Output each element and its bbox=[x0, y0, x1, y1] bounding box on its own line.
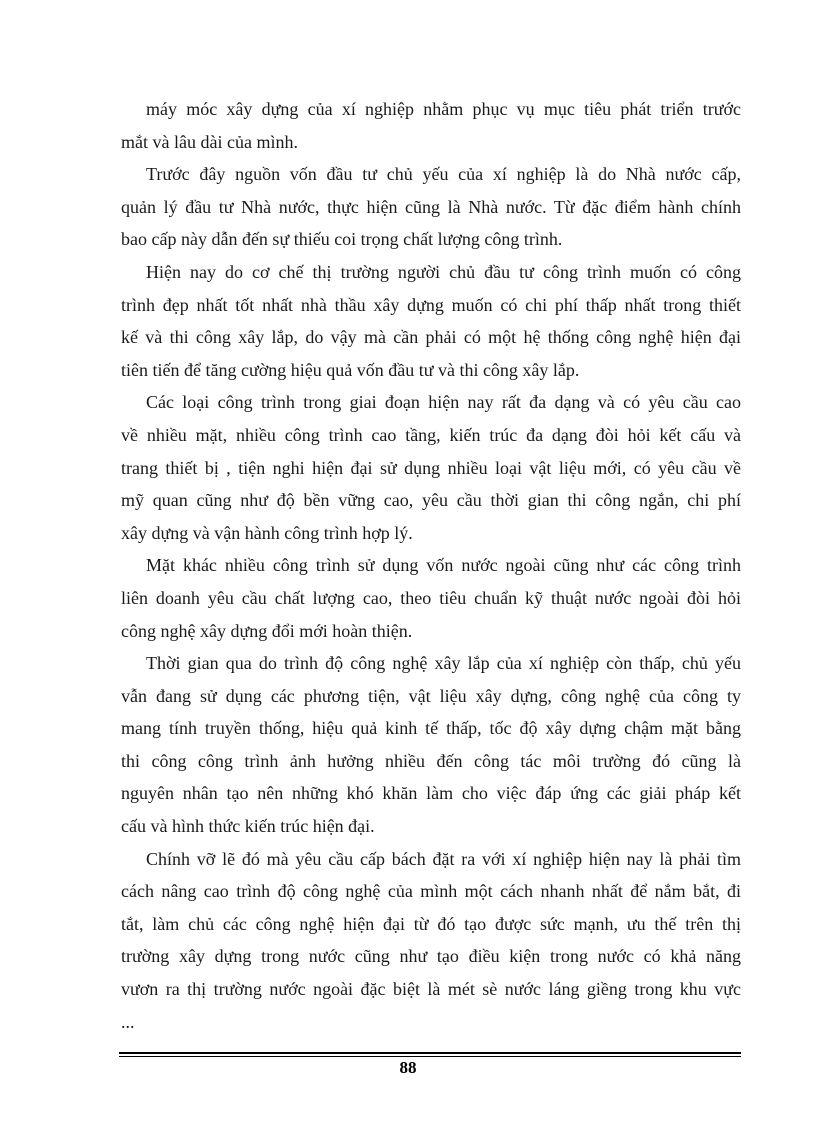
paragraph-line: trang thiết bị , tiện nghi hiện đại sử dụng nhiều loại vật liệu mới, có yêu cầu về bbox=[121, 457, 741, 478]
paragraph-4 bbox=[121, 386, 741, 549]
paragraph-line: quản lý đầu tư Nhà nước, thực hiện cũng là Nhà nước. Từ đặc điểm hành chính bbox=[121, 196, 741, 217]
paragraph-line: Các loại công trình trong giai đoạn hiện nay rất đa dạng và có yêu cầu cao bbox=[146, 392, 741, 413]
paragraph-line: trình đẹp nhất tốt nhất nhà thầu xây dựng muốn có chi phí thấp nhất trong thiết bbox=[121, 294, 741, 315]
paragraph-line: mỹ quan cũng như độ bền vững cao, yêu cầu thời gian thi công ngắn, chi phí bbox=[121, 490, 741, 511]
paragraph-line: vươn ra thị trường nước ngoài đặc biệt là mét sè nước láng giềng trong khu vực bbox=[121, 979, 741, 1000]
paragraph-2 bbox=[121, 158, 741, 256]
paragraph-line: Thời gian qua do trình độ công nghệ xây lắp của xí nghiệp còn thấp, chủ yếu bbox=[146, 653, 741, 674]
paragraph-6 bbox=[121, 647, 741, 843]
paragraph-3 bbox=[121, 256, 741, 386]
paragraph-5 bbox=[121, 549, 741, 647]
paragraph-line: tiên tiến để tăng cường hiệu quả vốn đầu tư và thi công xây lắp. bbox=[121, 359, 580, 380]
paragraph-line: cấu và hình thức kiến trúc hiện đại. bbox=[121, 816, 375, 837]
paragraph-line: vẫn đang sử dụng các phương tiện, vật liệu xây dựng, công nghệ của công ty bbox=[121, 685, 741, 706]
paragraph-line: công nghệ xây dựng đổi mới hoàn thiện. bbox=[121, 620, 413, 641]
paragraph-line: liên doanh yêu cầu chất lượng cao, theo tiêu chuẩn kỹ thuật nước ngoài đòi hỏi bbox=[121, 587, 741, 608]
page-number: 88 bbox=[399, 1058, 417, 1077]
paragraph-line: kế và thi công xây lắp, do vậy mà cần phải có một hệ thống công nghệ hiện đại bbox=[121, 327, 741, 348]
paragraph-1 bbox=[121, 93, 741, 158]
paragraph-line: trường xây dựng trong nước cũng như tạo điều kiện trong nước có khả năng bbox=[121, 946, 741, 967]
footer-divider bbox=[119, 1052, 741, 1054]
paragraph-line: bao cấp này dẫn đến sự thiếu coi trọng chất lượng công trình. bbox=[121, 229, 563, 250]
paragraph-line: cách nâng cao trình độ công nghệ của mình một cách nhanh nhất để nắm bắt, đi bbox=[121, 881, 741, 902]
body-text bbox=[121, 93, 741, 1038]
paragraph-line: Chính vỡ lẽ đó mà yêu cầu cấp bách đặt ra với xí nghiệp hiện nay là phải tìm bbox=[146, 848, 741, 869]
footer-divider-thin bbox=[119, 1056, 741, 1057]
paragraph-line: Hiện nay do cơ chế thị trường người chủ đầu tư công trình muốn có công bbox=[146, 261, 741, 282]
paragraph-line: Mặt khác nhiều công trình sử dụng vốn nước ngoài cũng như các công trình bbox=[146, 555, 741, 576]
paragraph-line: mắt và lâu dài của mình. bbox=[121, 131, 298, 152]
paragraph-line: máy móc xây dựng của xí nghiệp nhằm phục vụ mục tiêu phát triển trước bbox=[146, 99, 741, 119]
paragraph-line: mang tính truyền thống, hiệu quả kinh tế thấp, tốc độ xây dựng chậm mặt bằng bbox=[121, 718, 741, 739]
paragraph-line: thi công công trình ảnh hưởng nhiều đến công tác môi trường đó cũng là bbox=[121, 750, 741, 771]
paragraph-line: về nhiều mặt, nhiều công trình cao tầng, kiến trúc đa dạng đòi hỏi kết cấu và bbox=[121, 424, 741, 445]
paragraph-line: nguyên nhân tạo nên những khó khăn làm cho việc đáp ứng các giải pháp kết bbox=[121, 783, 741, 804]
paragraph-line: Trước đây nguồn vốn đầu tư chủ yếu của xí nghiệp là do Nhà nước cấp, bbox=[146, 164, 741, 185]
paragraph-line: xây dựng và vận hành công trình hợp lý. bbox=[121, 522, 413, 543]
paragraph-line: tắt, làm chủ các công nghệ hiện đại từ đó tạo được sức mạnh, ưu thế trên thị bbox=[121, 913, 741, 934]
paragraph-7 bbox=[121, 843, 741, 1039]
paragraph-line: ... bbox=[121, 1011, 135, 1032]
